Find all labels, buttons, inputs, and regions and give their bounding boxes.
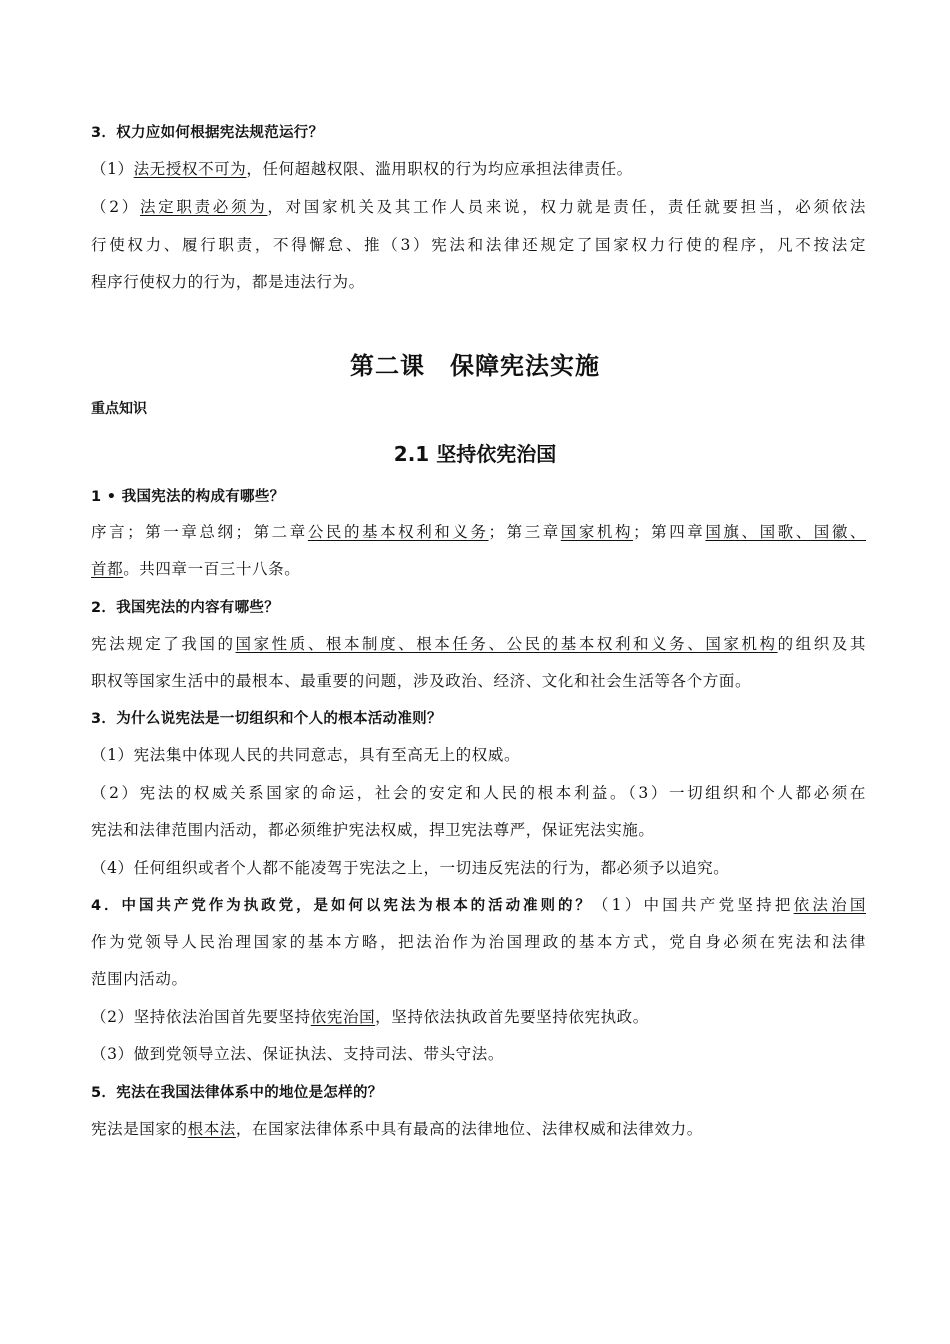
paragraph-1: （1）法无授权不可为，任何超越权限、滥用职权的行为均应承担法律责任。 [91, 160, 633, 178]
paragraph-2-line-3: 程序行使权力的行为，都是违法行为。 [91, 273, 365, 291]
q4-point-3: （3）做到党领导立法、保证执法、支持司法、带头守法。 [91, 1045, 504, 1063]
lesson-title: 第二课 保障宪法实施 [350, 352, 600, 380]
paragraph-2-line-1: （2）法定职责必须为，对国家机关及其工作人员来说，权力就是责任，责任就要担当，必须依法 [91, 198, 866, 216]
q5-heading: 5．宪法在我国法律体系中的地位是怎样的？ [91, 1085, 383, 1101]
q3-point-2-line-1: （2）宪法的权威关系国家的命运，社会的安定和人民的根本利益。（3）一切组织和个人都必须在 [91, 784, 866, 802]
q4-line-3: 范围内活动。 [91, 970, 188, 988]
q4-heading-line: 4．中国共产党作为执政党，是如何以宪法为根本的活动准则的？（1）中国共产党坚持把依法治国 [91, 896, 867, 914]
q4-line-2: 作为党领导人民治理国家的基本方略，把法治作为治国理政的基本方式，党自身必须在宪法和法律 [91, 933, 866, 951]
q2-heading: 2．我国宪法的内容有哪些？ [91, 600, 279, 616]
question-3-heading: 3．权力应如何根据宪法规范运行？ [91, 125, 324, 141]
q3-heading: 3．为什么说宪法是一切组织和个人的根本活动准则？ [91, 711, 442, 727]
key-knowledge-label: 重点知识 [91, 401, 147, 417]
q1-line-1: 序言；第一章总纲；第二章公民的基本权利和义务；第三章国家机构；第四章国旗、国歌、国徽、 [91, 523, 867, 541]
q3-point-4: （4）任何组织或者个人都不能凌驾于宪法之上，一切违反宪法的行为，都必须予以追究。 [91, 859, 730, 877]
q1-heading: 1 • 我国宪法的构成有哪些？ [91, 489, 285, 505]
q2-line-2: 职权等国家生活中的最根本、最重要的问题，涉及政治、经济、文化和社会生活等各个方面。 [91, 672, 752, 690]
paragraph-2-line-2: 行使权力、履行职责，不得懈怠、推（3）宪法和法律还规定了国家权力行使的程序，凡不按法定 [91, 236, 866, 254]
section-title: 2.1 坚持依宪治国 [393, 442, 557, 466]
q3-point-1: （1）宪法集中体现人民的共同意志，具有至高无上的权威。 [91, 746, 521, 764]
q2-line-1: 宪法规定了我国的国家性质、根本制度、根本任务、公民的基本权利和义务、国家机构的组织及其 [91, 635, 866, 653]
q5-line-1: 宪法是国家的根本法，在国家法律体系中具有最高的法律地位、法律权威和法律效力。 [91, 1120, 703, 1138]
q3-point-2-line-2: 宪法和法律范围内活动，都必须维护宪法权威，捍卫宪法尊严，保证宪法实施。 [91, 821, 655, 839]
q4-point-2: （2）坚持依法治国首先要坚持依宪治国，坚持依法执政首先要坚持依宪执政。 [91, 1008, 649, 1026]
q1-line-2: 首都。共四章一百三十八条。 [91, 560, 301, 578]
